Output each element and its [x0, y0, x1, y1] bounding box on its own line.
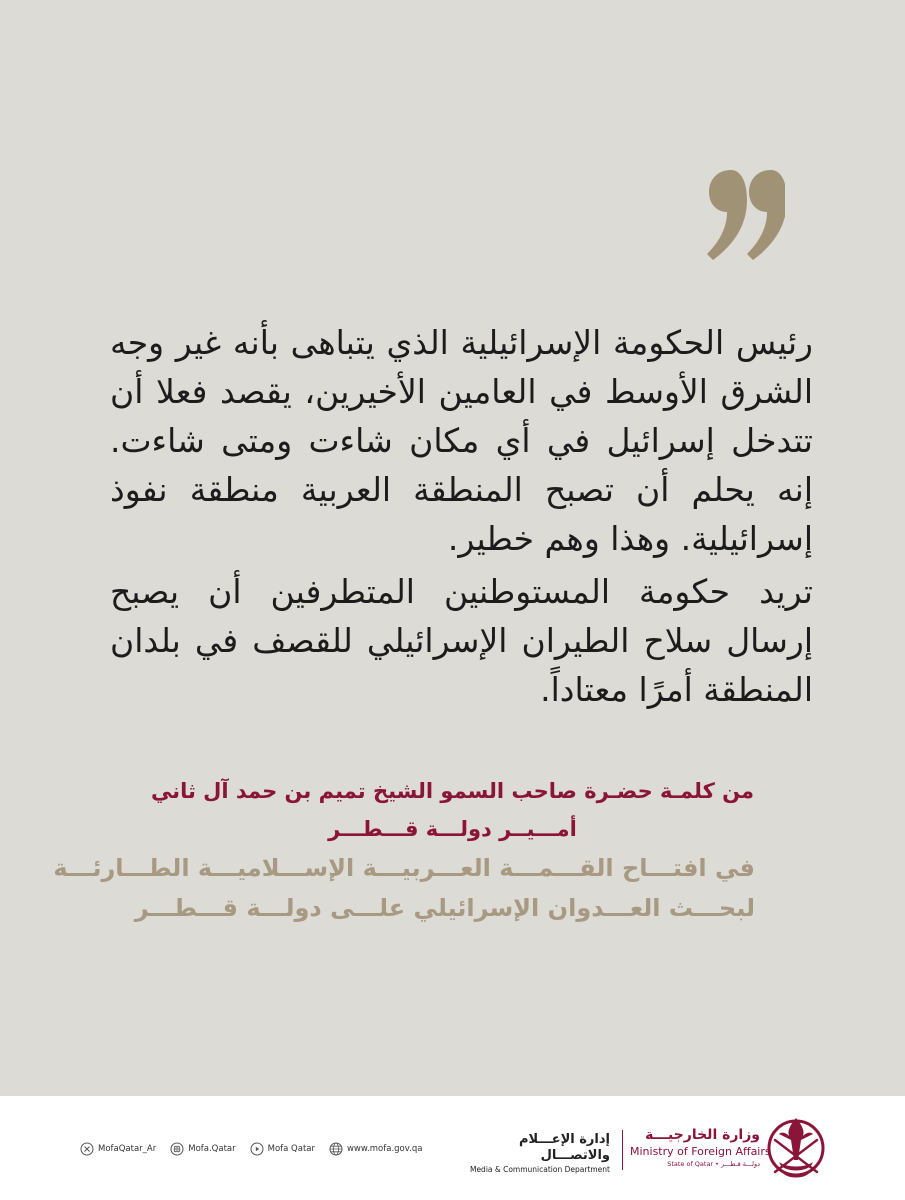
social-link-x[interactable]: [80, 1142, 156, 1156]
x-icon: [80, 1142, 94, 1156]
social-link-youtube[interactable]: [250, 1142, 315, 1156]
social-label-website: www.mofa.gov.qa: [346, 1144, 423, 1154]
ministry-block: [630, 1126, 771, 1169]
quote-mark-icon: [705, 160, 785, 280]
attribution-speaker: من كلمـة حضـرة صاحب السمو الشيخ تميم بن حمد آل ثاني: [150, 779, 755, 803]
attribution-occasion: في افتـــاح القـــمـــة العـــربيـــة الإســـلاميـــة الطـــارئـــة: [53, 854, 755, 882]
instagram-icon: [170, 1142, 184, 1156]
social-label-youtube: Mofa Qatar: [267, 1144, 315, 1154]
social-links: [80, 1142, 422, 1156]
footer-divider: [622, 1130, 623, 1170]
ministry-name-ar: وزارة الخارجيـــة: [645, 1127, 760, 1143]
quote-paragraph-1: رئيس الحكومة الإسرائيلية الذي يتباهى بأنه غير وجه الشرق الأوسط في العامين الأخيرين، يقصد فعلا أن تتدخل إسرائيل في أي مكان شاءت ومتى شاءت. إنه يحلم أن تصبح المنطقة العربية منطقة نفوذ إسرائيلية. وهذا وهم خطير.: [110, 323, 813, 558]
department-name-en: Media & Communication Department: [469, 1165, 610, 1174]
department-name-ar: إدارة الإعـــلام والاتصـــال: [518, 1132, 610, 1163]
attribution: [53, 772, 755, 928]
youtube-icon: [250, 1142, 264, 1156]
quote-body: [110, 318, 813, 718]
ministry-name-en: Ministry of Foreign Affairs: [630, 1145, 771, 1158]
social-label-instagram: Mofa.Qatar: [188, 1144, 236, 1154]
quote-paragraph-2: تريد حكومة المستوطنين المتطرفين أن يصبح إرسال سلاح الطيران الإسرائيلي للقصف في بلدان المنطقة أمرًا معتاداً.: [110, 572, 813, 709]
footer: [0, 1096, 905, 1200]
social-link-instagram[interactable]: [170, 1142, 235, 1156]
department-block: [460, 1132, 610, 1176]
ministry-state: State of Qatar • دولـــة قـطـــر: [667, 1160, 760, 1168]
attribution-topic: لبحـــث العـــدوان الإسرائيلي علـــى دولـــة قـــطـــر: [134, 894, 755, 922]
globe-icon: [329, 1142, 343, 1156]
qatar-emblem-icon: [765, 1110, 827, 1186]
social-link-website[interactable]: [329, 1142, 422, 1156]
social-label-x: MofaQatar_Ar: [98, 1144, 157, 1154]
attribution-title: أمـــيــر دولـــة قـــطـــر: [328, 817, 577, 841]
